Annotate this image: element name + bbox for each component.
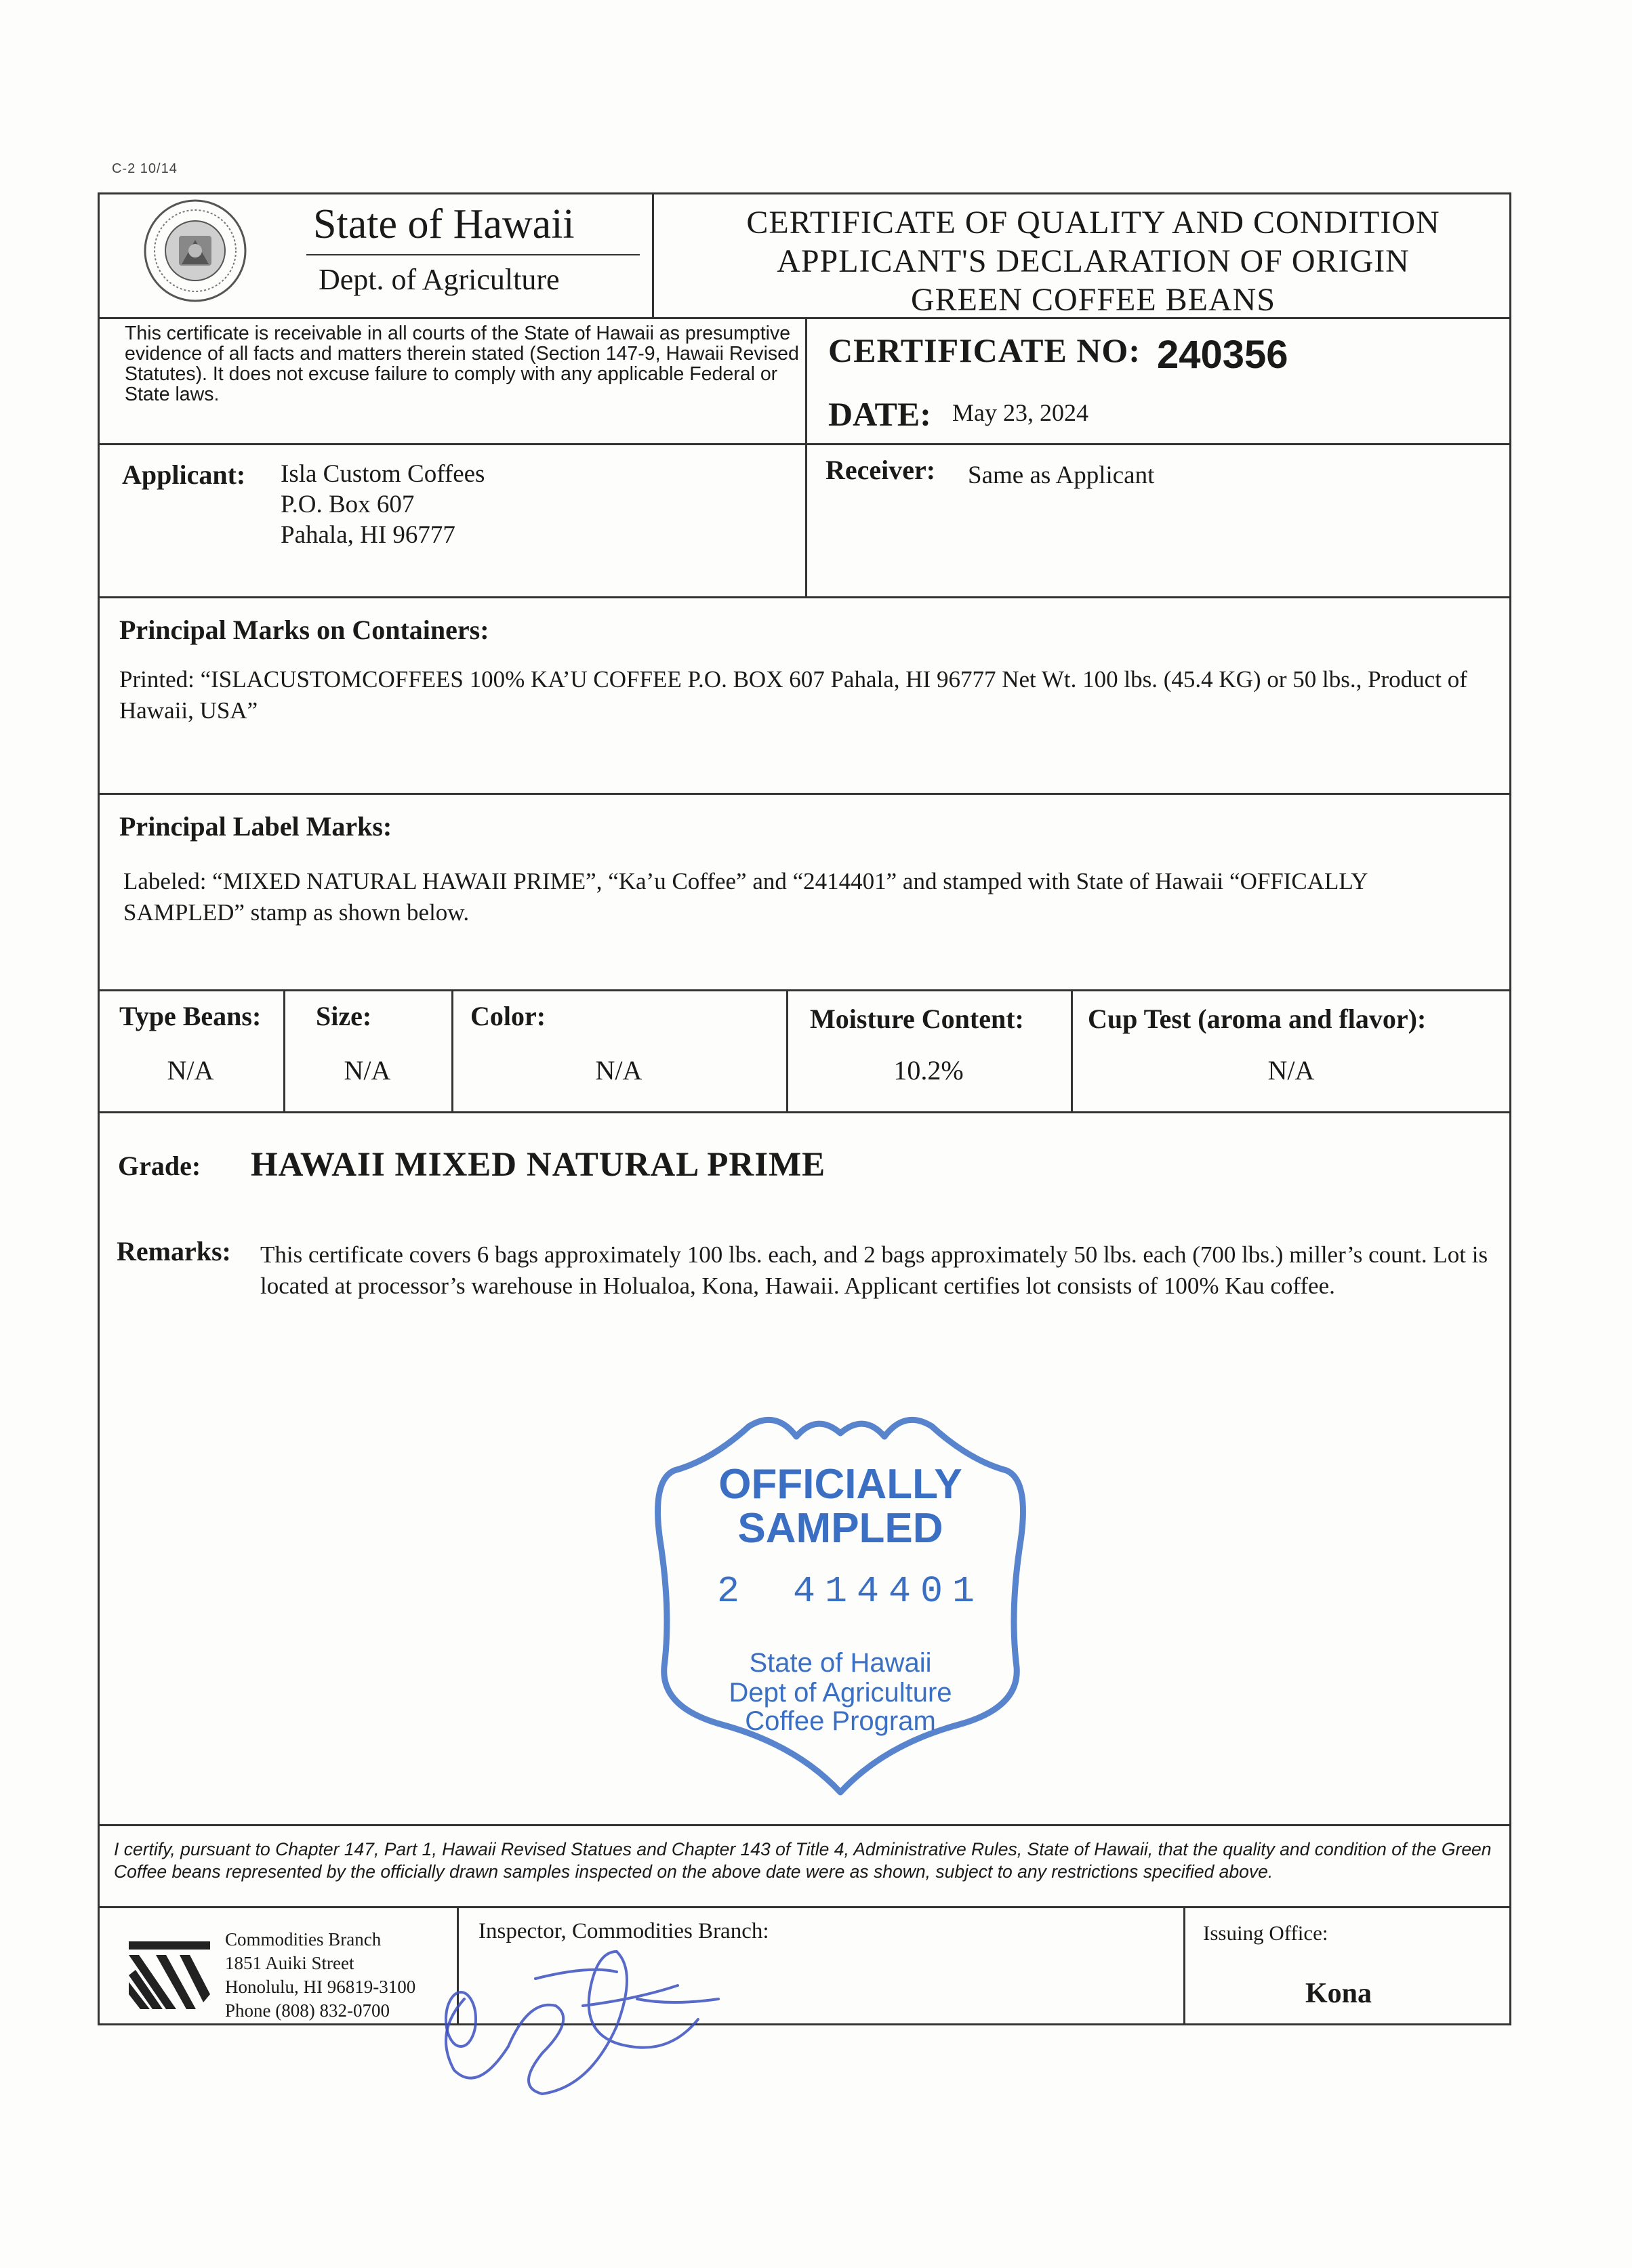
header-underline	[306, 254, 640, 255]
header-dept: Dept. of Agriculture	[319, 263, 560, 296]
legal-notice: This certificate is receivable in all courts of the State of Hawaii as presumptive evidence of all facts and matters therein stated (Section 147-9, Hawaii Revised Statutes). It does not excuse failure to comply with any applicable Federal or State laws.	[125, 323, 799, 405]
certification-statement: I certify, pursuant to Chapter 147, Part 1, Hawaii Revised Statues and Chapter 143 of Title 4, Administrative Rules, State of Hawaii, that the quality and condition of the Green Coffee beans represented by the officially drawn samples inspected on the above date were as shown, subject to any restrictions specified above.	[114, 1839, 1492, 1882]
divider	[1183, 1906, 1185, 2025]
inspector-signature-icon	[413, 1924, 739, 2101]
stamp-org-line: State of Hawaii	[749, 1648, 932, 1678]
form-code: C-2 10/14	[112, 161, 178, 176]
inspector-label: Inspector, Commodities Branch:	[478, 1919, 769, 1943]
color-value: N/A	[595, 1055, 642, 1086]
applicant-line: Isla Custom Coffees	[281, 460, 485, 488]
branch-line: Phone (808) 832-0700	[225, 2000, 390, 2021]
issuing-office-value: Kona	[1305, 1978, 1372, 2009]
title-line: GREEN COFFEE BEANS	[910, 282, 1276, 318]
divider	[98, 596, 1511, 598]
remarks-label: Remarks:	[117, 1236, 231, 1266]
header-state: State of Hawaii	[313, 201, 575, 247]
state-seal-icon	[141, 197, 249, 305]
moisture-content-value: 10.2%	[893, 1055, 964, 1086]
divider	[98, 1906, 1511, 1908]
divider	[98, 1824, 1511, 1826]
remarks-text: This certificate covers 6 bags approximately 100 lbs. each, and 2 bags approximately 50 lbs. each (700 lbs.) miller’s count. Lot is located at processor’s warehouse in Holualoa, Kona, Hawaii. Applicant certifies lot consists of 100% Kau coffee.	[260, 1241, 1488, 1299]
cup-test-value: N/A	[1267, 1055, 1315, 1086]
branch-line: Honolulu, HI 96819-3100	[225, 1977, 416, 1997]
certificate-number: 240356	[1157, 333, 1288, 377]
stamp-org-line: Dept of Agriculture	[729, 1678, 952, 1708]
container-marks-label: Principal Marks on Containers:	[119, 615, 489, 645]
title-line: APPLICANT'S DECLARATION OF ORIGIN	[777, 243, 1410, 279]
branch-line: Commodities Branch	[225, 1929, 382, 1950]
certificate-title	[678, 203, 1509, 319]
divider	[786, 989, 788, 1113]
grade-value: HAWAII MIXED NATURAL PRIME	[251, 1146, 826, 1184]
divider	[652, 192, 654, 318]
divider	[283, 989, 285, 1113]
stamp-lot-number: 414401	[793, 1570, 985, 1613]
divider	[98, 443, 1511, 445]
label-marks-text: Labeled: “MIXED NATURAL HAWAII PRIME”, “Ka’u Coffee” and “2414401” and stamped with State of Hawaii “OFFICALLY SAMPLED” stamp as shown below.	[123, 868, 1368, 926]
date-label: DATE:	[828, 395, 931, 433]
stamp-lot-prefix: 2	[717, 1570, 740, 1613]
container-marks-text: Printed: “ISLACUSTOMCOFFEES 100% KA’U COFFEE P.O. BOX 607 Pahala, HI 96777 Net Wt. 100 lbs. (45.4 KG) or 50 lbs., Product of Hawaii, USA”	[119, 666, 1467, 724]
size-label: Size:	[316, 1001, 372, 1031]
applicant-line: Pahala, HI 96777	[281, 521, 455, 549]
divider	[1071, 989, 1073, 1113]
divider	[98, 989, 1511, 991]
color-label: Color:	[470, 1001, 546, 1031]
issuing-office-label: Issuing Office:	[1203, 1921, 1328, 1945]
branch-line: 1851 Auiki Street	[225, 1953, 354, 1973]
stamp-line2: SAMPLED	[737, 1505, 943, 1552]
type-beans-value: N/A	[167, 1055, 214, 1086]
title-line: CERTIFICATE OF QUALITY AND CONDITION	[746, 205, 1440, 241]
grade-label: Grade:	[118, 1151, 201, 1181]
divider	[451, 989, 453, 1113]
divider	[805, 317, 807, 596]
receiver-label: Receiver:	[825, 455, 936, 485]
certificate-number-label: CERTIFICATE NO:	[828, 331, 1141, 369]
applicant-label: Applicant:	[122, 459, 246, 490]
date-value: May 23, 2024	[952, 399, 1088, 426]
moisture-content-label: Moisture Content:	[810, 1004, 1024, 1034]
cup-test-label: Cup Test (aroma and flavor):	[1088, 1004, 1427, 1034]
receiver-value: Same as Applicant	[968, 461, 1155, 489]
applicant-line: P.O. Box 607	[281, 491, 415, 518]
commodities-branch-address	[225, 1928, 415, 2023]
divider	[98, 793, 1511, 795]
stamp-org-line: Coffee Program	[745, 1706, 936, 1736]
type-beans-label: Type Beans:	[119, 1001, 262, 1031]
officially-sampled-stamp	[647, 1409, 1034, 1802]
label-marks-label: Principal Label Marks:	[119, 811, 392, 842]
commodities-branch-logo-icon	[125, 1928, 213, 2016]
divider	[98, 1111, 1511, 1113]
applicant-address	[281, 459, 485, 550]
stamp-line1: OFFICIALLY	[718, 1461, 962, 1508]
size-value: N/A	[344, 1055, 391, 1086]
